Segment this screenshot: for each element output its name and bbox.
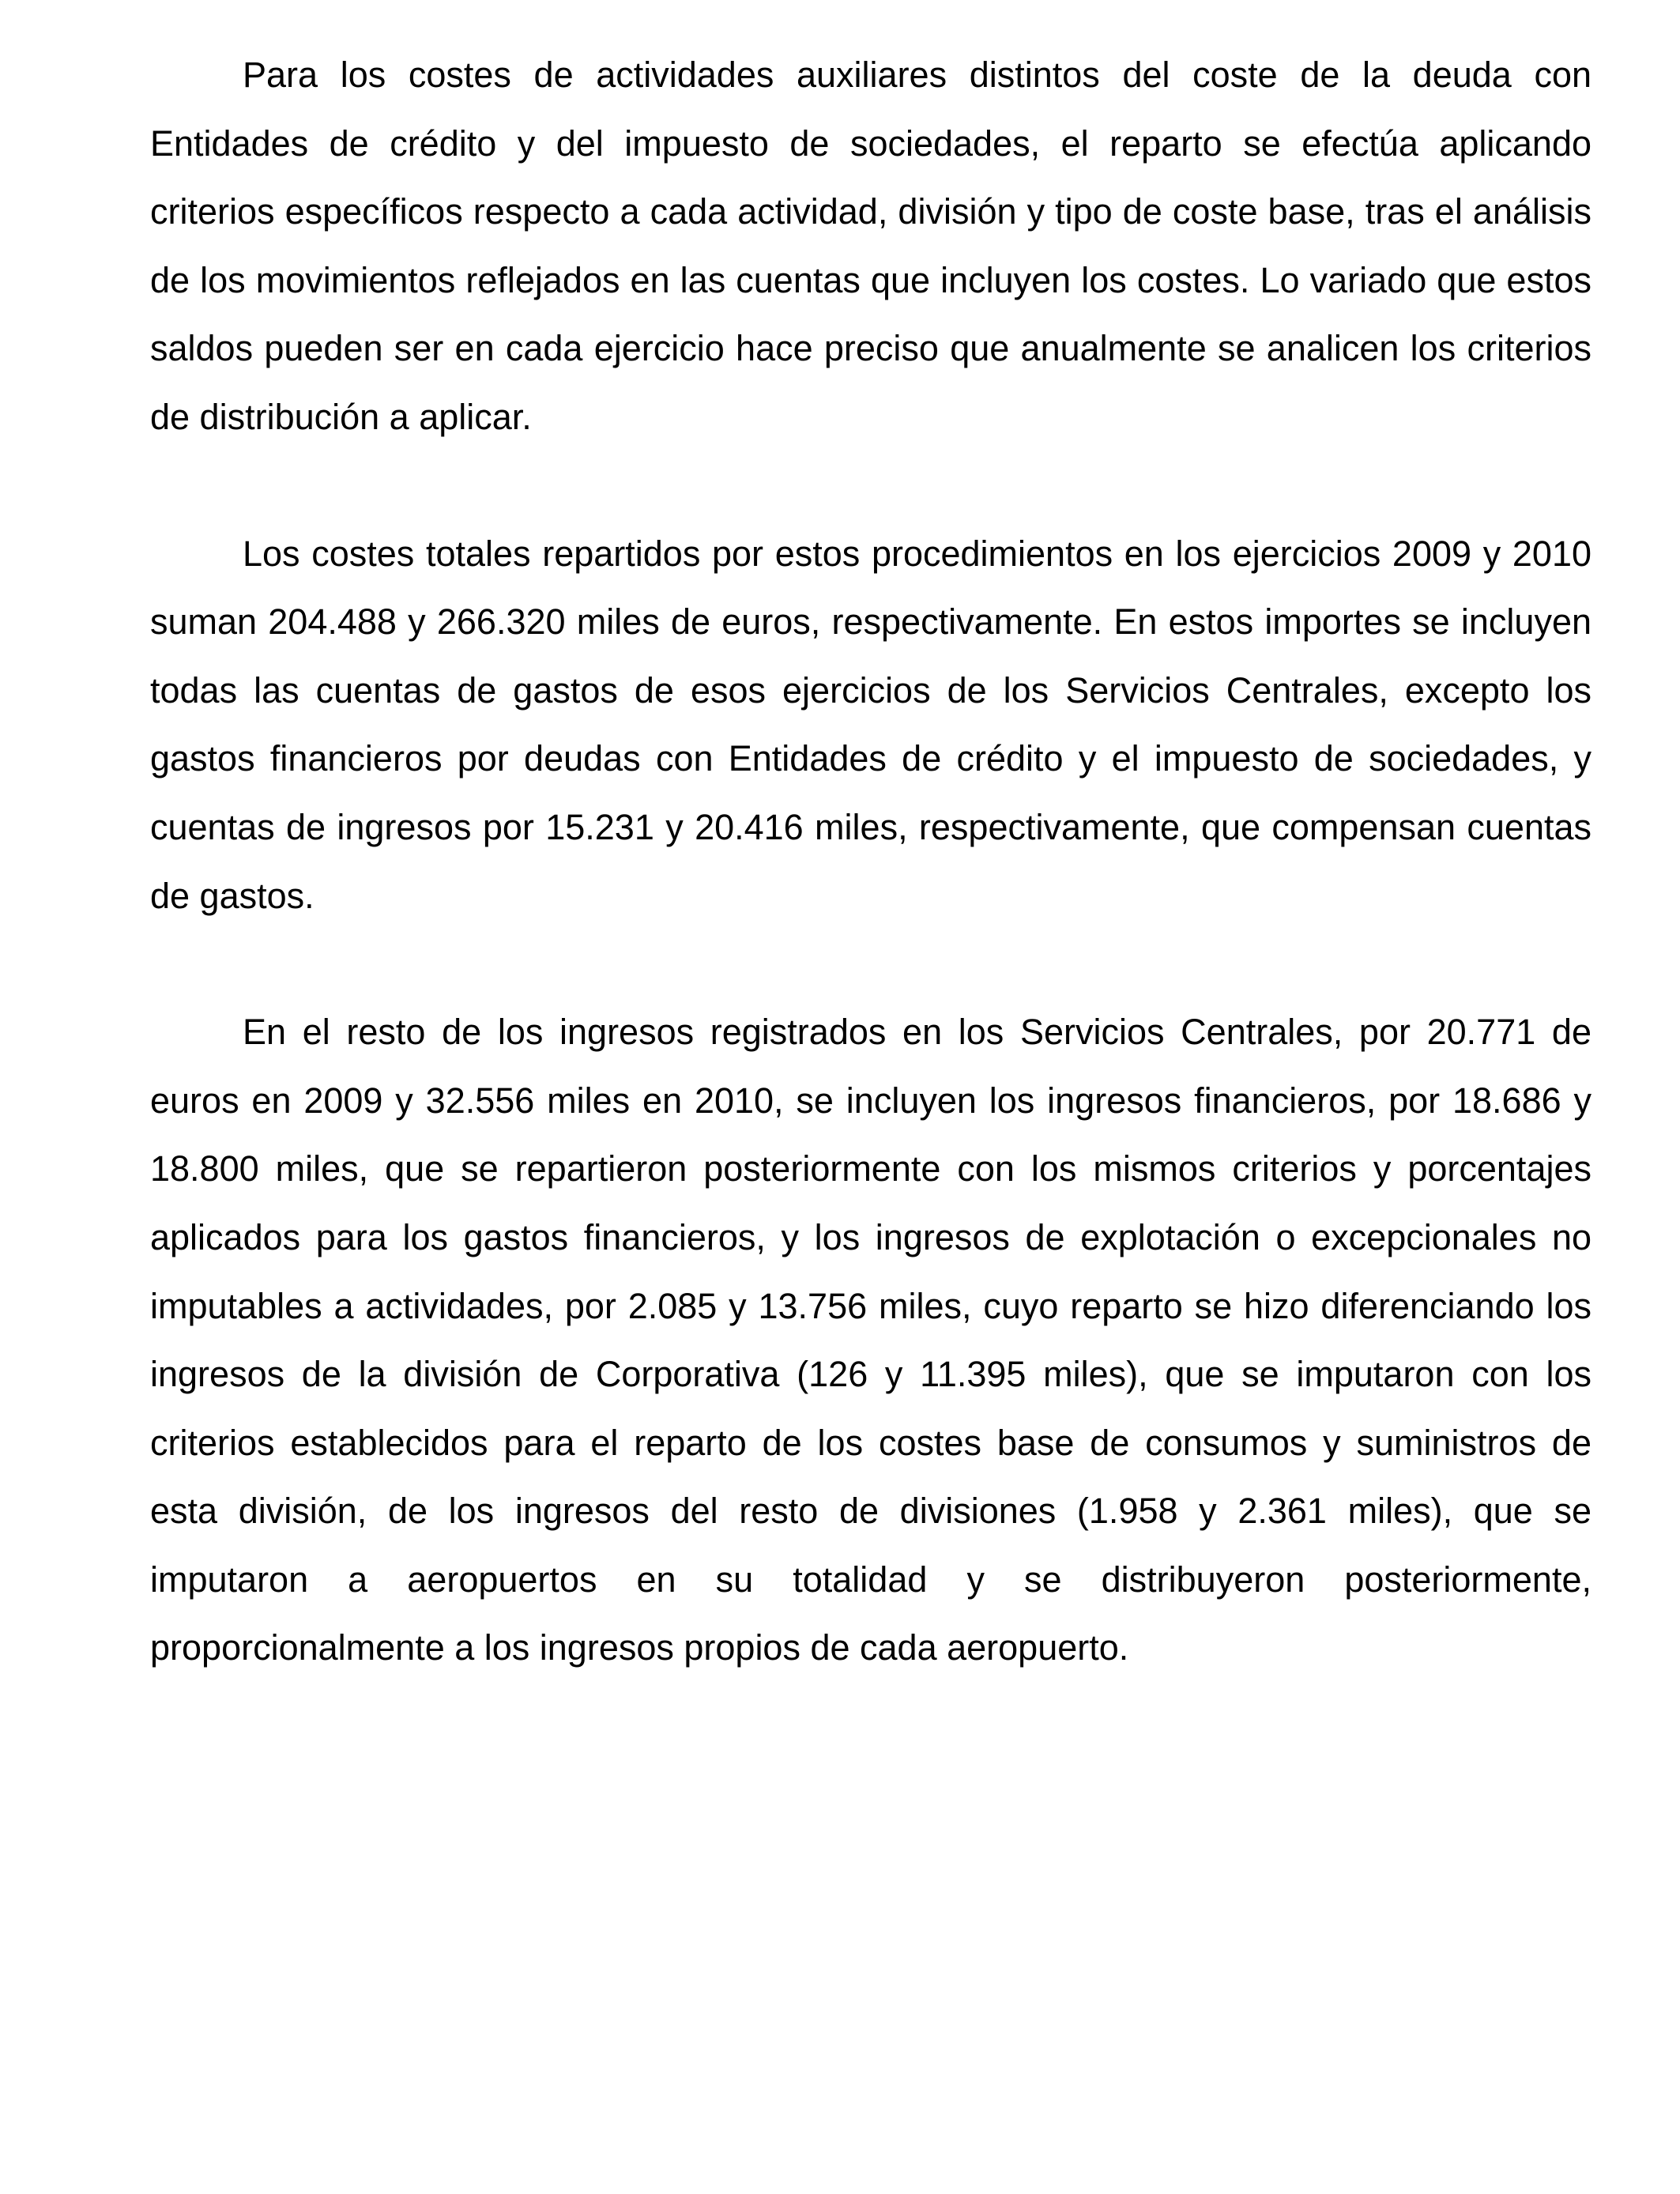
paragraph-total-costs: Los costes totales repartidos por estos procedimientos en los ejercicios 2009 y 2010 suman 204.488 y 266.320 miles de euros, respectivamente. En estos importes se incluyen todas las cuentas de gastos de esos ejercicios de los Servicios Centrales, excepto los gastos financieros por deudas con Entidades de crédito y el impuesto de sociedades, y cuentas de ingresos por 15.231 y 20.416 miles, respectivamente, que compensan cuentas de gastos. xyxy=(150,533,1591,916)
document-page xyxy=(150,41,1591,1683)
paragraph-cost-allocation-criteria: Para los costes de actividades auxiliares distintos del coste de la deuda con Entidades de crédito y del impuesto de sociedades, el reparto se efectúa aplicando criterios específicos respecto a cada actividad, división y tipo de coste base, tras el análisis de los movimientos reflejados en las cuentas que incluyen los costes. Lo variado que estos saldos pueden ser en cada ejercicio hace preciso que anualmente se analicen los criterios de distribución a aplicar. xyxy=(150,55,1591,437)
paragraph-other-income: En el resto de los ingresos registrados en los Servicios Centrales, por 20.771 de euros en 2009 y 32.556 miles en 2010, se incluyen los ingresos financieros, por 18.686 y 18.800 miles, que se repartieron posteriormente con los mismos criterios y porcentajes aplicados para los gastos financieros, y los ingresos de explotación o excepcionales no imputables a actividades, por 2.085 y 13.756 miles, cuyo reparto se hizo diferenciando los ingresos de la división de Corporativa (126 y 11.395 miles), que se imputaron con los criterios establecidos para el reparto de los costes base de consumos y suministros de esta división, de los ingresos del resto de divisiones (1.958 y 2.361 miles), que se imputaron a aeropuertos en su totalidad y se distribuyeron posteriormente, proporcionalmente a los ingresos propios de cada aeropuerto. xyxy=(150,1012,1591,1668)
